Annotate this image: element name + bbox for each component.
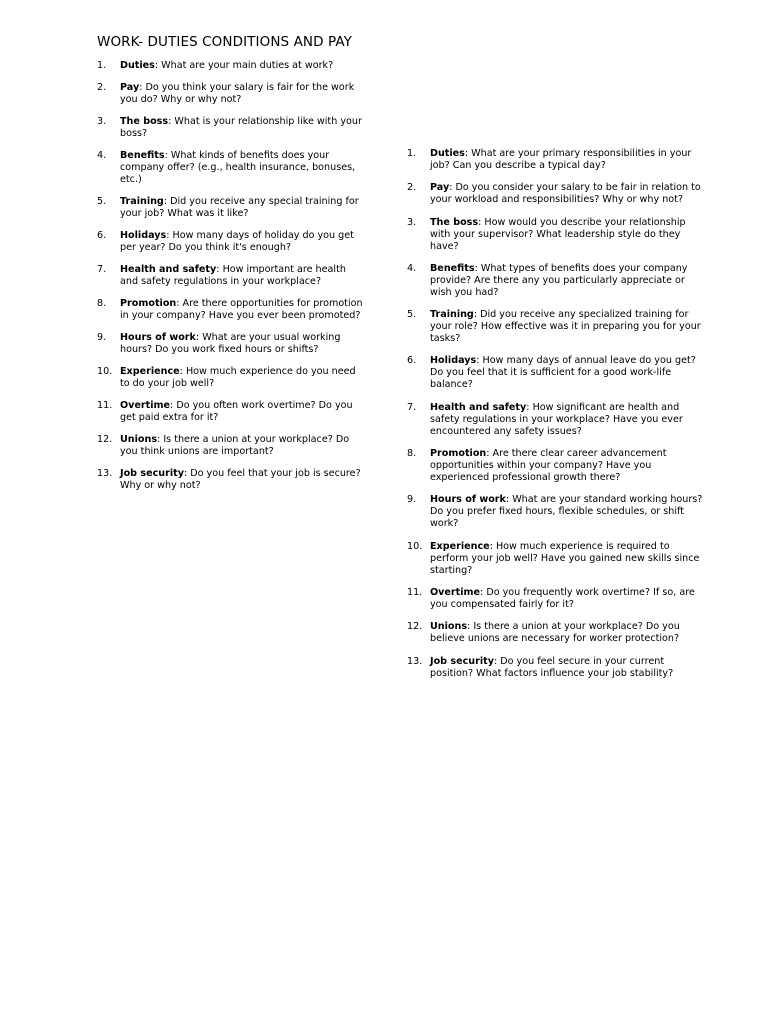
- item-body: [120, 332, 365, 356]
- item-label: Unions: [120, 434, 158, 445]
- item-text: : How would you describe your relationship with your supervisor? What leadership style do they have?: [430, 216, 686, 252]
- item-label: Promotion: [120, 298, 177, 309]
- list-item: [97, 434, 365, 458]
- item-body: [120, 116, 365, 140]
- item-body: [430, 621, 703, 645]
- item-text: : How significant are health and safety regulations in your workplace? Have you ever encountered any safety issues?: [430, 401, 683, 437]
- item-number: 3.: [97, 116, 107, 127]
- item-text: : Is there a union at your workplace? Do you believe unions are necessary for worker protection?: [430, 621, 680, 645]
- item-label: Job security: [120, 468, 184, 479]
- question-list-left: [97, 60, 365, 502]
- item-label: Promotion: [430, 448, 487, 460]
- list-item: [97, 298, 365, 322]
- item-number: 5.: [97, 196, 107, 207]
- item-label: Benefits: [120, 150, 165, 161]
- item-number: 12.: [407, 621, 423, 633]
- item-body: [120, 400, 365, 424]
- item-label: The boss: [120, 116, 169, 127]
- item-label: Holidays: [120, 230, 167, 241]
- item-number: 8.: [407, 448, 417, 460]
- item-label: Overtime: [120, 400, 171, 411]
- document-title: WORK- DUTIES CONDITIONS AND PAY: [97, 34, 353, 50]
- item-label: Health and safety: [120, 264, 217, 275]
- item-body: [430, 541, 703, 577]
- item-text: : How many days of holiday do you get per year? Do you think it's enough?: [120, 230, 354, 253]
- item-label: Training: [120, 196, 164, 207]
- item-label: Unions: [430, 621, 468, 633]
- list-item: [97, 60, 365, 72]
- item-number: 4.: [407, 262, 417, 274]
- list-item: [97, 400, 365, 424]
- item-body: [430, 217, 703, 253]
- item-body: [430, 402, 703, 438]
- item-number: 13.: [97, 468, 113, 479]
- item-body: [430, 355, 703, 391]
- item-body: [120, 366, 365, 390]
- item-label: Pay: [430, 182, 450, 194]
- item-body: [120, 82, 365, 106]
- item-number: 2.: [407, 182, 417, 194]
- list-item: [97, 230, 365, 254]
- item-number: 5.: [407, 309, 417, 321]
- list-item: [407, 402, 703, 438]
- item-text: : Do you often work overtime? Do you get paid extra for it?: [120, 400, 353, 423]
- item-number: 7.: [407, 401, 417, 413]
- item-number: 10.: [97, 366, 113, 377]
- list-item: [97, 82, 365, 106]
- item-number: 11.: [97, 400, 113, 411]
- item-label: Duties: [430, 148, 465, 159]
- list-item: [407, 448, 703, 484]
- item-text: : Do you feel that your job is secure? Why or why not?: [120, 468, 361, 491]
- item-text: : What kinds of benefits does your company offer? (e.g., health insurance, bonuses, etc.): [120, 150, 356, 185]
- item-body: [430, 587, 703, 611]
- item-text: : Do you think your salary is fair for the work you do? Why or why not?: [120, 82, 355, 105]
- list-item: [407, 182, 703, 206]
- item-text: : Do you feel secure in your current position? What factors influence your job stability?: [430, 655, 674, 679]
- list-item: [97, 366, 365, 390]
- item-number: 11.: [407, 586, 423, 598]
- item-body: [120, 230, 365, 254]
- list-item: [407, 309, 703, 345]
- item-number: 1.: [97, 60, 107, 71]
- item-label: Hours of work: [430, 494, 506, 506]
- item-number: 4.: [97, 150, 107, 161]
- item-text: : What types of benefits does your company provide? Are there any you particularly appreciate or wish you had?: [430, 262, 688, 298]
- item-label: Experience: [430, 540, 490, 552]
- item-number: 10.: [407, 540, 423, 552]
- item-text: : Did you receive any special training for your job? What was it like?: [120, 196, 359, 219]
- item-number: 12.: [97, 434, 113, 445]
- item-body: [120, 468, 365, 492]
- item-body: [120, 60, 365, 72]
- item-text: : Do you frequently work overtime? If so, are you compensated fairly for it?: [430, 586, 695, 610]
- item-text: : What are your usual working hours? Do you work fixed hours or shifts?: [120, 332, 341, 355]
- item-label: Overtime: [430, 586, 481, 598]
- item-number: 9.: [407, 494, 417, 506]
- list-item: [97, 196, 365, 220]
- item-label: Hours of work: [120, 332, 196, 343]
- list-item: [97, 332, 365, 356]
- item-number: 6.: [407, 355, 417, 367]
- item-body: [430, 182, 703, 206]
- item-text: : Is there a union at your workplace? Do you think unions are important?: [120, 434, 350, 457]
- item-number: 7.: [97, 264, 107, 275]
- question-list-right: [407, 148, 703, 690]
- list-item: [407, 148, 703, 172]
- item-label: Pay: [120, 82, 140, 93]
- item-label: Job security: [430, 655, 494, 667]
- item-body: [430, 309, 703, 345]
- item-label: Health and safety: [430, 401, 527, 413]
- item-text: : How much experience is required to perform your job well? Have you gained new skills since starting?: [430, 540, 700, 576]
- item-text: : How many days of annual leave do you get? Do you feel that it is sufficient for a good work-life balance?: [430, 355, 696, 391]
- item-label: Holidays: [430, 355, 477, 367]
- item-body: [430, 448, 703, 484]
- item-number: 2.: [97, 82, 107, 93]
- item-label: The boss: [430, 216, 479, 228]
- list-item: [407, 494, 703, 530]
- item-label: Benefits: [430, 262, 475, 274]
- item-text: : Do you consider your salary to be fair in relation to your workload and responsibilities? Why or why not?: [430, 182, 701, 206]
- item-body: [120, 298, 365, 322]
- list-item: [407, 621, 703, 645]
- item-body: [430, 263, 703, 299]
- list-item: [407, 541, 703, 577]
- item-label: Duties: [120, 60, 155, 71]
- item-text: : What are your main duties at work?: [154, 60, 334, 71]
- list-item: [407, 263, 703, 299]
- list-item: [407, 355, 703, 391]
- item-body: [120, 434, 365, 458]
- list-item: [407, 587, 703, 611]
- item-number: 8.: [97, 298, 107, 309]
- list-item: [407, 217, 703, 253]
- item-text: : How much experience do you need to do your job well?: [120, 366, 356, 389]
- item-label: Experience: [120, 366, 180, 377]
- list-item: [97, 116, 365, 140]
- item-text: : What are your primary responsibilities in your job? Can you describe a typical day?: [430, 148, 692, 171]
- item-body: [430, 656, 703, 680]
- item-text: : Are there opportunities for promotion in your company? Have you ever been promoted?: [120, 298, 363, 321]
- item-text: : Are there clear career advancement opportunities within your company? Have you experienced professional growth there?: [430, 448, 667, 484]
- item-body: [430, 148, 703, 172]
- item-body: [120, 196, 365, 220]
- item-body: [430, 494, 703, 530]
- item-label: Training: [430, 309, 474, 321]
- list-item: [97, 150, 365, 186]
- list-item: [407, 656, 703, 680]
- item-text: : Did you receive any specialized training for your role? How effective was it in preparing you for your tasks?: [430, 309, 701, 345]
- item-text: : What are your standard working hours? Do you prefer fixed hours, flexible schedules, or shift work?: [430, 494, 703, 530]
- item-number: 6.: [97, 230, 107, 241]
- list-item: [97, 264, 365, 288]
- list-item: [97, 468, 365, 492]
- item-number: 1.: [407, 148, 417, 159]
- item-text: : How important are health and safety regulations in your workplace?: [120, 264, 346, 287]
- item-body: [120, 150, 365, 186]
- item-number: 3.: [407, 216, 417, 228]
- item-number: 13.: [407, 655, 423, 667]
- item-body: [120, 264, 365, 288]
- item-text: : What is your relationship like with your boss?: [120, 116, 362, 139]
- item-number: 9.: [97, 332, 107, 343]
